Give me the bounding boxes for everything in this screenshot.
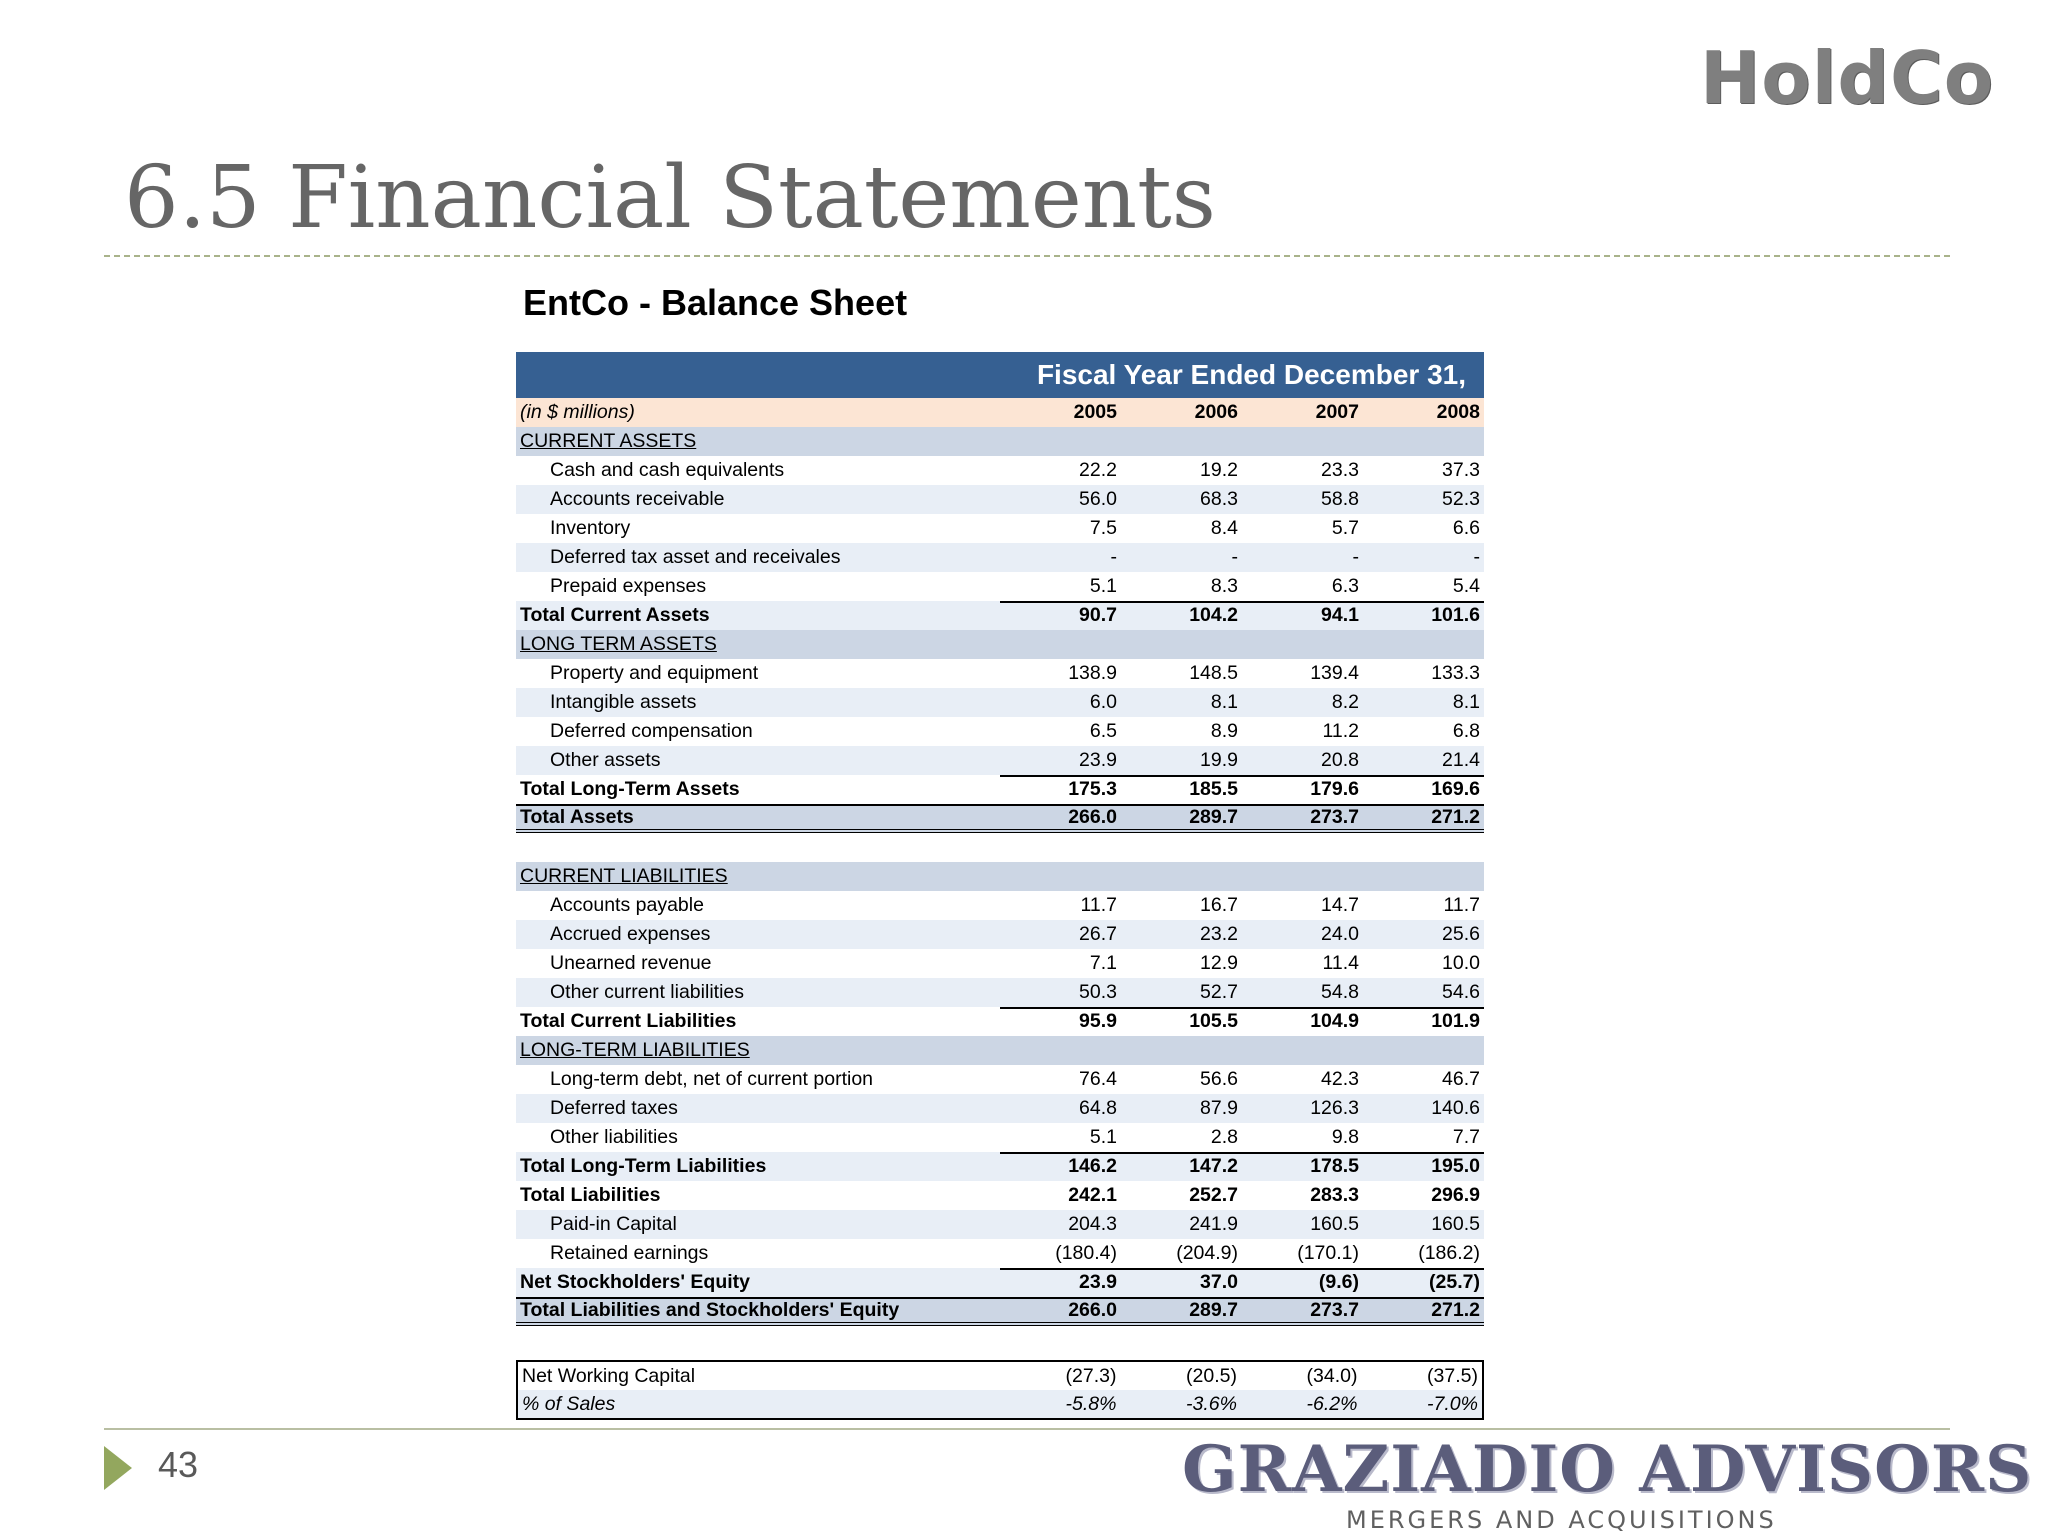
row-value: - xyxy=(1473,546,1480,568)
row-value: 23.9 xyxy=(1079,1271,1117,1293)
row-value: 271.2 xyxy=(1431,1299,1480,1321)
table-row xyxy=(516,891,1484,920)
table-row xyxy=(516,1239,1484,1268)
row-value: 19.9 xyxy=(1200,749,1238,771)
table-row xyxy=(516,456,1484,485)
row-label xyxy=(516,1039,1000,1062)
table-row xyxy=(516,1094,1484,1123)
table-row xyxy=(516,543,1484,572)
row-value: 68.3 xyxy=(1200,488,1238,510)
row-value: 195.0 xyxy=(1431,1155,1480,1177)
table-row xyxy=(516,485,1484,514)
row-label: Unearned revenue xyxy=(550,952,712,974)
row-value: 175.3 xyxy=(1068,778,1117,800)
row-value: 138.9 xyxy=(1068,662,1117,684)
row-value: 26.7 xyxy=(1079,923,1117,945)
row-value: 52.7 xyxy=(1200,981,1238,1003)
row-value: 12.9 xyxy=(1200,952,1238,974)
row-label: Cash and cash equivalents xyxy=(550,459,785,481)
sheet-title: EntCo - Balance Sheet xyxy=(523,282,908,323)
row-value: 56.0 xyxy=(1079,488,1117,510)
row-label: Accounts receivable xyxy=(550,488,725,510)
row-label: Total Long-Term Assets xyxy=(520,778,740,800)
table-spacer xyxy=(516,833,1484,862)
row-value: 21.4 xyxy=(1442,749,1480,771)
section-label: CURRENT LIABILITIES xyxy=(520,865,728,887)
year-header: 2006 xyxy=(1194,401,1238,423)
table-row xyxy=(516,659,1484,688)
row-value: 14.7 xyxy=(1321,894,1359,916)
page-number: 43 xyxy=(158,1444,199,1485)
row-value: 204.3 xyxy=(1068,1213,1117,1235)
title-divider xyxy=(104,255,1950,257)
row-value: 179.6 xyxy=(1310,778,1359,800)
fiscal-year-band: Fiscal Year Ended December 31, xyxy=(516,352,1484,398)
row-value: 289.7 xyxy=(1189,806,1238,828)
row-value: 8.1 xyxy=(1452,691,1480,713)
row-value: 273.7 xyxy=(1310,1299,1359,1321)
row-value: 37.0 xyxy=(1200,1271,1238,1293)
section-header-row xyxy=(516,630,1484,659)
row-label: Deferred tax asset and receivales xyxy=(550,546,841,568)
row-value: 5.7 xyxy=(1331,517,1359,539)
row-value: -5.8% xyxy=(1065,1392,1117,1415)
row-label: Other liabilities xyxy=(550,1126,678,1148)
row-value: 19.2 xyxy=(1200,459,1238,481)
row-value: 87.9 xyxy=(1200,1097,1238,1119)
table-row xyxy=(516,1123,1484,1152)
row-value: - xyxy=(1231,546,1238,568)
row-value: 266.0 xyxy=(1068,1299,1117,1321)
graziadio-logo: GRAZIADIO ADVISORS xyxy=(1182,1432,2033,1507)
row-value: -7.0% xyxy=(1427,1392,1478,1415)
row-value: 90.7 xyxy=(1079,604,1117,626)
holdco-logo: HoldCo xyxy=(1700,36,1995,120)
play-arrow-icon xyxy=(104,1446,132,1490)
row-label: Net Stockholders' Equity xyxy=(520,1271,751,1293)
row-label: Total Liabilities xyxy=(520,1184,661,1206)
row-value: 9.8 xyxy=(1331,1126,1359,1148)
table-row xyxy=(516,920,1484,949)
row-value: 139.4 xyxy=(1310,662,1359,684)
row-value: 7.1 xyxy=(1089,952,1117,974)
row-value: 23.3 xyxy=(1321,459,1359,481)
row-value: 6.3 xyxy=(1331,575,1359,597)
row-value: 105.5 xyxy=(1189,1010,1238,1032)
row-value: 37.3 xyxy=(1442,459,1480,481)
row-label: Prepaid expenses xyxy=(550,575,707,597)
row-value: 10.0 xyxy=(1442,952,1480,974)
unit-label: (in $ millions) xyxy=(520,401,635,423)
row-value: 58.8 xyxy=(1321,488,1359,510)
year-header-row xyxy=(516,398,1484,427)
total-row xyxy=(516,1007,1484,1036)
section-header-row xyxy=(516,1036,1484,1065)
row-label: Total Long-Term Liabilities xyxy=(520,1155,767,1177)
grand-total-row xyxy=(516,804,1484,833)
total-row xyxy=(516,775,1484,804)
row-value: - xyxy=(1352,546,1359,568)
table-row xyxy=(516,978,1484,1007)
row-value: 147.2 xyxy=(1189,1155,1238,1177)
row-value: 160.5 xyxy=(1310,1213,1359,1235)
row-value: (25.7) xyxy=(1429,1271,1480,1293)
total-row xyxy=(516,601,1484,630)
section-header-row xyxy=(516,427,1484,456)
row-label: Deferred compensation xyxy=(550,720,753,742)
row-value: 242.1 xyxy=(1068,1184,1117,1206)
row-value: (204.9) xyxy=(1176,1242,1238,1264)
row-value: 148.5 xyxy=(1189,662,1238,684)
row-label: Deferred taxes xyxy=(550,1097,678,1119)
row-value: 101.6 xyxy=(1431,604,1480,626)
row-value: -6.2% xyxy=(1306,1392,1358,1415)
page-title: 6.5 Financial Statements xyxy=(124,148,1216,248)
row-value: 5.1 xyxy=(1089,1126,1117,1148)
row-value: 76.4 xyxy=(1079,1068,1117,1090)
row-value: 133.3 xyxy=(1431,662,1480,684)
row-value: 8.2 xyxy=(1331,691,1359,713)
row-label: Long-term debt, net of current portion xyxy=(550,1068,874,1090)
section-header-row xyxy=(516,862,1484,891)
row-value: 11.7 xyxy=(1080,894,1117,916)
table-row xyxy=(516,746,1484,775)
row-label: Paid-in Capital xyxy=(550,1213,677,1235)
row-value: 11.7 xyxy=(1443,894,1480,916)
row-value: 126.3 xyxy=(1310,1097,1359,1119)
grand-total-row xyxy=(516,1297,1484,1326)
table-row xyxy=(516,1210,1484,1239)
row-value: 11.4 xyxy=(1322,952,1359,974)
table-row xyxy=(516,1065,1484,1094)
row-value: 24.0 xyxy=(1321,923,1359,945)
row-value: (20.5) xyxy=(1186,1364,1237,1387)
row-value: 101.9 xyxy=(1431,1010,1480,1032)
row-label: Accrued expenses xyxy=(550,923,711,945)
row-label xyxy=(516,865,1000,888)
row-value: 64.8 xyxy=(1079,1097,1117,1119)
row-label: Retained earnings xyxy=(550,1242,709,1264)
row-value: (37.5) xyxy=(1427,1364,1478,1387)
row-label: Total Current Assets xyxy=(520,604,710,626)
row-label: Accounts payable xyxy=(550,894,704,916)
row-value: 6.5 xyxy=(1089,720,1117,742)
section-label: LONG-TERM LIABILITIES xyxy=(520,1039,750,1061)
row-label xyxy=(516,633,1000,656)
row-value: 185.5 xyxy=(1189,778,1238,800)
row-label: Total Assets xyxy=(520,806,634,828)
row-value: -3.6% xyxy=(1186,1392,1237,1415)
row-value: 23.9 xyxy=(1079,749,1117,771)
row-value: 104.2 xyxy=(1189,604,1238,626)
row-value: 8.3 xyxy=(1210,575,1238,597)
row-value: 56.6 xyxy=(1200,1068,1238,1090)
row-value: (186.2) xyxy=(1418,1242,1480,1264)
row-value: (27.3) xyxy=(1065,1364,1117,1387)
row-value: 6.6 xyxy=(1452,517,1480,539)
row-value: (170.1) xyxy=(1297,1242,1359,1264)
row-label: Property and equipment xyxy=(550,662,759,684)
row-value: 6.8 xyxy=(1452,720,1480,742)
row-value: 8.4 xyxy=(1210,517,1238,539)
section-label: LONG TERM ASSETS xyxy=(520,633,717,655)
row-value: 2.8 xyxy=(1210,1126,1238,1148)
total-row xyxy=(516,1181,1484,1210)
row-value: 42.3 xyxy=(1321,1068,1359,1090)
row-value: 146.2 xyxy=(1068,1155,1117,1177)
table-row xyxy=(516,949,1484,978)
row-label: Intangible assets xyxy=(550,691,697,713)
row-value: 11.2 xyxy=(1322,720,1359,742)
row-value: 7.5 xyxy=(1089,517,1117,539)
row-value: 6.0 xyxy=(1089,691,1117,713)
row-label: Net Working Capital xyxy=(522,1364,696,1387)
row-value: 271.2 xyxy=(1431,806,1480,828)
row-value: 22.2 xyxy=(1079,459,1117,481)
row-value: 8.1 xyxy=(1210,691,1238,713)
footer-divider xyxy=(104,1428,1950,1430)
percent-of-sales-row xyxy=(518,1390,1482,1418)
row-value: 95.9 xyxy=(1079,1010,1117,1032)
table-row xyxy=(516,688,1484,717)
year-header: 2007 xyxy=(1315,401,1359,423)
table-row xyxy=(516,572,1484,601)
table-row xyxy=(516,717,1484,746)
row-value: 20.8 xyxy=(1321,749,1359,771)
row-value: 169.6 xyxy=(1431,778,1480,800)
row-value: 252.7 xyxy=(1189,1184,1238,1206)
row-value: - xyxy=(1110,546,1117,568)
table-row xyxy=(516,514,1484,543)
row-value: 52.3 xyxy=(1442,488,1480,510)
row-value: 54.8 xyxy=(1321,981,1359,1003)
row-value: 50.3 xyxy=(1079,981,1117,1003)
row-value: 241.9 xyxy=(1189,1213,1238,1235)
row-value: 178.5 xyxy=(1310,1155,1359,1177)
year-header: 2008 xyxy=(1436,401,1480,423)
row-value: (180.4) xyxy=(1055,1242,1117,1264)
row-value: 46.7 xyxy=(1442,1068,1480,1090)
row-value: 5.4 xyxy=(1452,575,1480,597)
row-value: 16.7 xyxy=(1200,894,1238,916)
row-value: 8.9 xyxy=(1210,720,1238,742)
row-label xyxy=(516,430,1000,453)
total-row xyxy=(516,1268,1484,1297)
row-value: 160.5 xyxy=(1431,1213,1480,1235)
row-value: 273.7 xyxy=(1310,806,1359,828)
row-value: 5.1 xyxy=(1089,575,1117,597)
net-working-capital-row xyxy=(518,1362,1482,1390)
row-value: 296.9 xyxy=(1431,1184,1480,1206)
row-value: 140.6 xyxy=(1431,1097,1480,1119)
row-value: (9.6) xyxy=(1318,1271,1359,1293)
row-value: (34.0) xyxy=(1306,1364,1358,1387)
row-label: Other current liabilities xyxy=(550,981,744,1003)
row-value: 283.3 xyxy=(1310,1184,1359,1206)
balance-sheet-table xyxy=(516,352,1484,1326)
balance-sheet-rows xyxy=(516,427,1484,1326)
row-value: 289.7 xyxy=(1189,1299,1238,1321)
row-label: Other assets xyxy=(550,749,661,771)
total-row xyxy=(516,1152,1484,1181)
row-value: 266.0 xyxy=(1068,806,1117,828)
row-label: % of Sales xyxy=(522,1392,616,1415)
year-header: 2005 xyxy=(1073,401,1117,423)
row-label: Total Liabilities and Stockholders' Equity xyxy=(520,1299,900,1321)
graziadio-logo-subtext: MERGERS AND ACQUISITIONS xyxy=(1346,1506,1777,1534)
row-value: 25.6 xyxy=(1442,923,1480,945)
row-value: 94.1 xyxy=(1321,604,1359,626)
row-value: 7.7 xyxy=(1452,1126,1480,1148)
working-capital-box xyxy=(516,1360,1484,1420)
row-label: Total Current Liabilities xyxy=(520,1010,737,1032)
row-value: 23.2 xyxy=(1200,923,1238,945)
row-value: 54.6 xyxy=(1442,981,1480,1003)
row-label: Inventory xyxy=(550,517,631,539)
row-value: 104.9 xyxy=(1310,1010,1359,1032)
section-label: CURRENT ASSETS xyxy=(520,430,697,452)
